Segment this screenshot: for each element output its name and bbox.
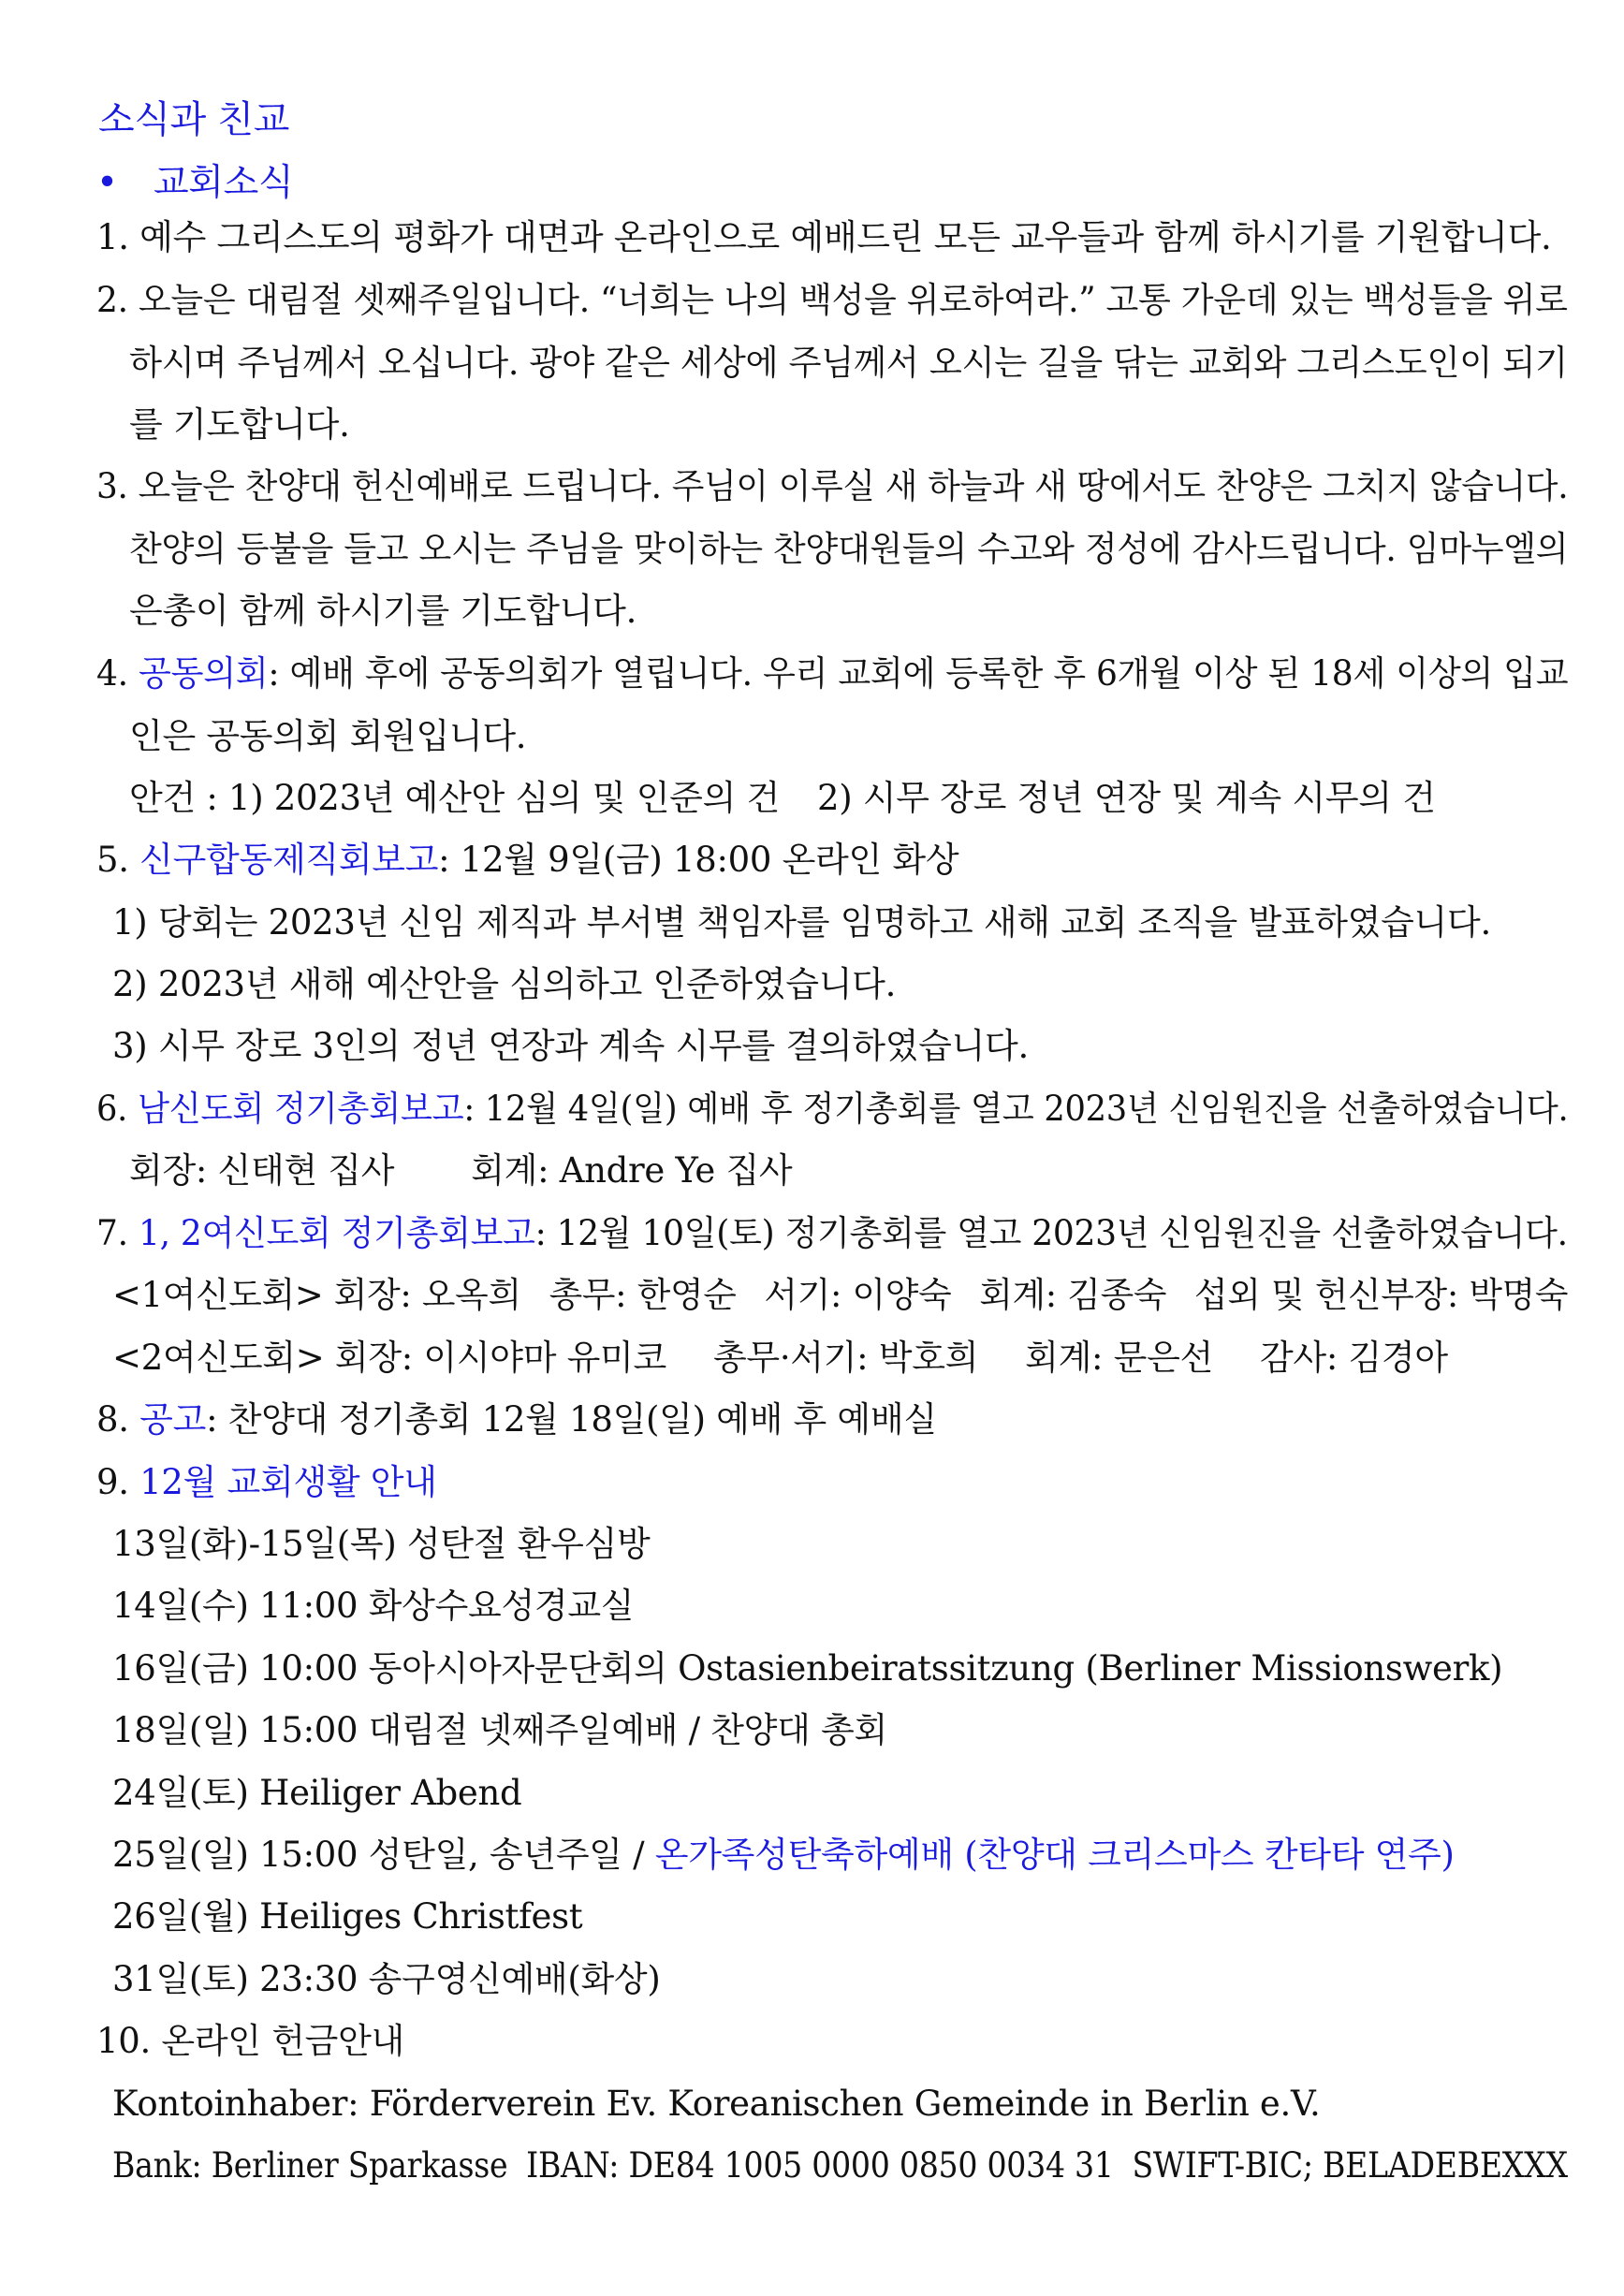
agenda-1: 안건 : 1) 2023년 예산안 심의 및 인준의 건 (129, 778, 780, 818)
news-item-4-line-2: 인은 공동의회 회원입니다. (129, 716, 527, 756)
general-assembly-link[interactable]: 공동의회 (139, 653, 269, 694)
bank-details: Bank: Berliner Sparkasse IBAN: DE84 1005 0000 0850 0034 31 SWIFT-BIC; BELADEBEXXX (112, 2145, 1568, 2186)
news-item-5-sub-2: 2) 2023년 새해 예산안을 심의하고 인준하였습니다. (112, 964, 897, 1004)
news-item-4-agenda (129, 778, 1436, 819)
news-item-6-officers: 회장: 신태현 집사 회계: Andre Ye 집사 (129, 1150, 793, 1191)
iban: IBAN: DE84 1005 0000 0850 0034 31 (526, 2145, 1114, 2186)
womens-assembly-link[interactable]: 1, 2여신도회 정기총회보고 (138, 1213, 535, 1253)
schedule-item: 18일(일) 15:00 대림절 넷째주일예배 / 찬양대 총회 (112, 1710, 887, 1750)
swift: SWIFT-BIC; BELADEBEXXX (1132, 2145, 1568, 2186)
section-title: 소식과 친교 (98, 98, 290, 141)
news-item-3-line-3: 은총이 함께 하시기를 기도합니다. (129, 591, 637, 631)
news-item-7-line-1: 7. 1, 2여신도회 정기총회보고: 12월 10일(토) 정기총회를 열고 2023년 신임원진을 선출하였습니다. (96, 1213, 1568, 1253)
news-item-3-line-1: 3. 오늘은 찬양대 헌신예배로 드립니다. 주님이 이루실 새 하늘과 새 땅에서도 찬양은 그치지 않습니다. (96, 466, 1569, 506)
news-item-6-line-1: 6. 남신도회 정기총회보고: 12월 4일(일) 예배 후 정기총회를 열고 2023년 신임원진을 선출하였습니다. (96, 1089, 1569, 1129)
subsection-heading (96, 163, 293, 204)
agenda-2: 2) 시무 장로 정년 연장 및 계속 시무의 건 (816, 778, 1436, 818)
notice-link[interactable]: 공고 (139, 1399, 207, 1440)
schedule-item: 25일(일) 15:00 성탄일, 송년주일 / 온가족성탄축하예배 (찬양대 크리스마스 칸타타 연주) (112, 1835, 1455, 1875)
news-item-2-line-1: 2. 오늘은 대림절 셋째주일입니다. “너희는 나의 백성을 위로하여라.” 고통 가운데 있는 백성들을 위로 (96, 280, 1568, 320)
schedule-item: 16일(금) 10:00 동아시아자문단회의 Ostasienbeiratssitzung (Berliner Missionswerk) (112, 1648, 1503, 1689)
news-item-5-sub-1: 1) 당회는 2023년 신임 제직과 부서별 책임자를 임명하고 새해 교회 조직을 발표하였습니다. (112, 902, 1491, 943)
news-item-1: 1. 예수 그리스도의 평화가 대면과 온라인으로 예배드린 모든 교우들과 함께 하시기를 기원합니다. (96, 217, 1552, 257)
account-holder: Kontoinhaber: Förderverein Ev. Koreanischen Gemeinde in Berlin e.V. (112, 2084, 1321, 2124)
news-item-7-group-1: <1여신도회> 회장: 오옥희 총무: 한영순 서기: 이양숙 회계: 김종숙 섭외 및 헌신부장: 박명숙 (112, 1275, 1569, 1315)
news-item-8: 8. 공고: 찬양대 정기총회 12월 18일(일) 예배 후 예배실 (96, 1399, 937, 1440)
news-item-7-group-2: <2여신도회> 회장: 이시야마 유미코 총무·서기: 박호희 회계: 문은선 감사: 김경아 (112, 1338, 1448, 1378)
joint-staff-meeting-link[interactable]: 신구합동제직회보고 (139, 840, 439, 880)
news-item-3-line-2: 찬양의 등불을 들고 오시는 주님을 맞이하는 찬양대원들의 수고와 정성에 감사드립니다. 임마누엘의 (129, 529, 1569, 569)
december-schedule-title: 12월 교회생활 안내 (139, 1462, 437, 1502)
schedule-item: 26일(월) Heiliges Christfest (112, 1896, 583, 1937)
mens-assembly-link[interactable]: 남신도회 정기총회보고 (137, 1089, 464, 1129)
schedule-item: 14일(수) 11:00 화상수요성경교실 (112, 1586, 635, 1626)
bullet-icon: • (96, 162, 118, 204)
news-item-5-line-1: 5. 신구합동제직회보고: 12월 9일(금) 18:00 온라인 화상 (96, 840, 959, 880)
news-item-10-title: 10. 온라인 헌금안내 (96, 2021, 404, 2061)
subsection-title: 교회소식 (153, 162, 294, 204)
christmas-service-highlight: 온가족성탄축하예배 (찬양대 크리스마스 칸타타 연주) (654, 1835, 1455, 1875)
news-item-2-line-3: 를 기도합니다. (129, 404, 350, 445)
news-item-5-sub-3: 3) 시무 장로 3인의 정년 연장과 계속 시무를 결의하였습니다. (112, 1026, 1029, 1066)
schedule-item: 31일(토) 23:30 송구영신예배(화상) (112, 1959, 661, 1999)
schedule-item: 13일(화)-15일(목) 성탄절 환우심방 (112, 1524, 651, 1564)
schedule-item: 24일(토) Heiliger Abend (112, 1773, 522, 1813)
news-item-2-line-2: 하시며 주님께서 오십니다. 광야 같은 세상에 주님께서 오시는 길을 닦는 교회와 그리스도인이 되기 (129, 343, 1568, 383)
news-item-4-line-1: 4. 공동의회: 예배 후에 공동의회가 열립니다. 우리 교회에 등록한 후 6개월 이상 된 18세 이상의 입교 (96, 653, 1569, 694)
news-item-9-title: 9. 12월 교회생활 안내 (96, 1462, 437, 1502)
